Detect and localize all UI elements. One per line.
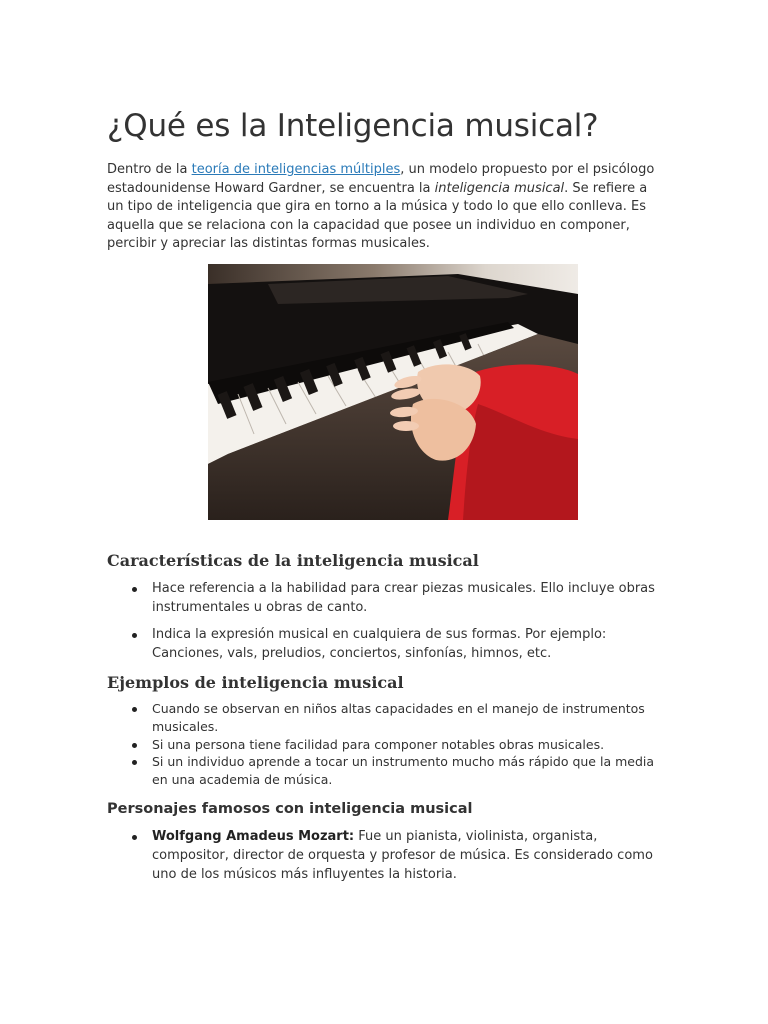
intro-paragraph [107,161,659,254]
section-heading-personajes: Personajes famosos con inteligencia musical [107,801,473,818]
list-item: Cuando se observan en niños altas capacidades en el manejo de instrumentos musicales. [152,700,659,735]
intro-text-start: Dentro de la [107,162,192,177]
section-heading-caracteristicas: Características de la inteligencia musical [107,550,479,570]
page-title: ¿Qué es la Inteligencia musical? [107,108,599,144]
personajes-list [107,828,659,884]
list-item: Si una persona tiene facilidad para componer notables obras musicales. [152,736,659,754]
piano-illustration [208,264,578,520]
list-item [152,828,659,884]
intro-text-middle: , un modelo propuesto por el psicólogo estadounidense Howard Gardner, se encuentra la [107,162,655,196]
caracteristicas-list [107,580,659,663]
intro-text-end: . Se refiere a un tipo de inteligencia que gira en torno a la música y todo lo que ello conlleva. Es aquella que se relaciona con la capacidad que posee un individuo en componer, percibir y apreciar las distintas formas musicales. [107,180,648,252]
person-description: Fue un pianista, violinista, organista, compositor, director de orquesta y profesor de música. Es considerado como uno de los músicos más influyentes la historia. [152,829,653,882]
person-name: Wolfgang Amadeus Mozart: [152,829,355,845]
ejemplos-list [107,700,659,788]
piano-photo [208,264,578,520]
document-page [107,104,659,893]
intro-italic-term: inteligencia musical [434,180,565,196]
list-item: Si un individuo aprende a tocar un instrumento mucho más rápido que la media en una academia de música. [152,753,659,788]
list-item: Indica la expresión musical en cualquiera de sus formas. Por ejemplo: Canciones, vals, preludios, conciertos, sinfonías, himnos, etc. [152,626,659,663]
section-heading-ejemplos: Ejemplos de inteligencia musical [107,673,404,693]
list-item: Hace referencia a la habilidad para crear piezas musicales. Ello incluye obras instrumentales u obras de canto. [152,580,659,617]
multiple-intelligences-link[interactable]: teoría de inteligencias múltiples [191,162,401,177]
